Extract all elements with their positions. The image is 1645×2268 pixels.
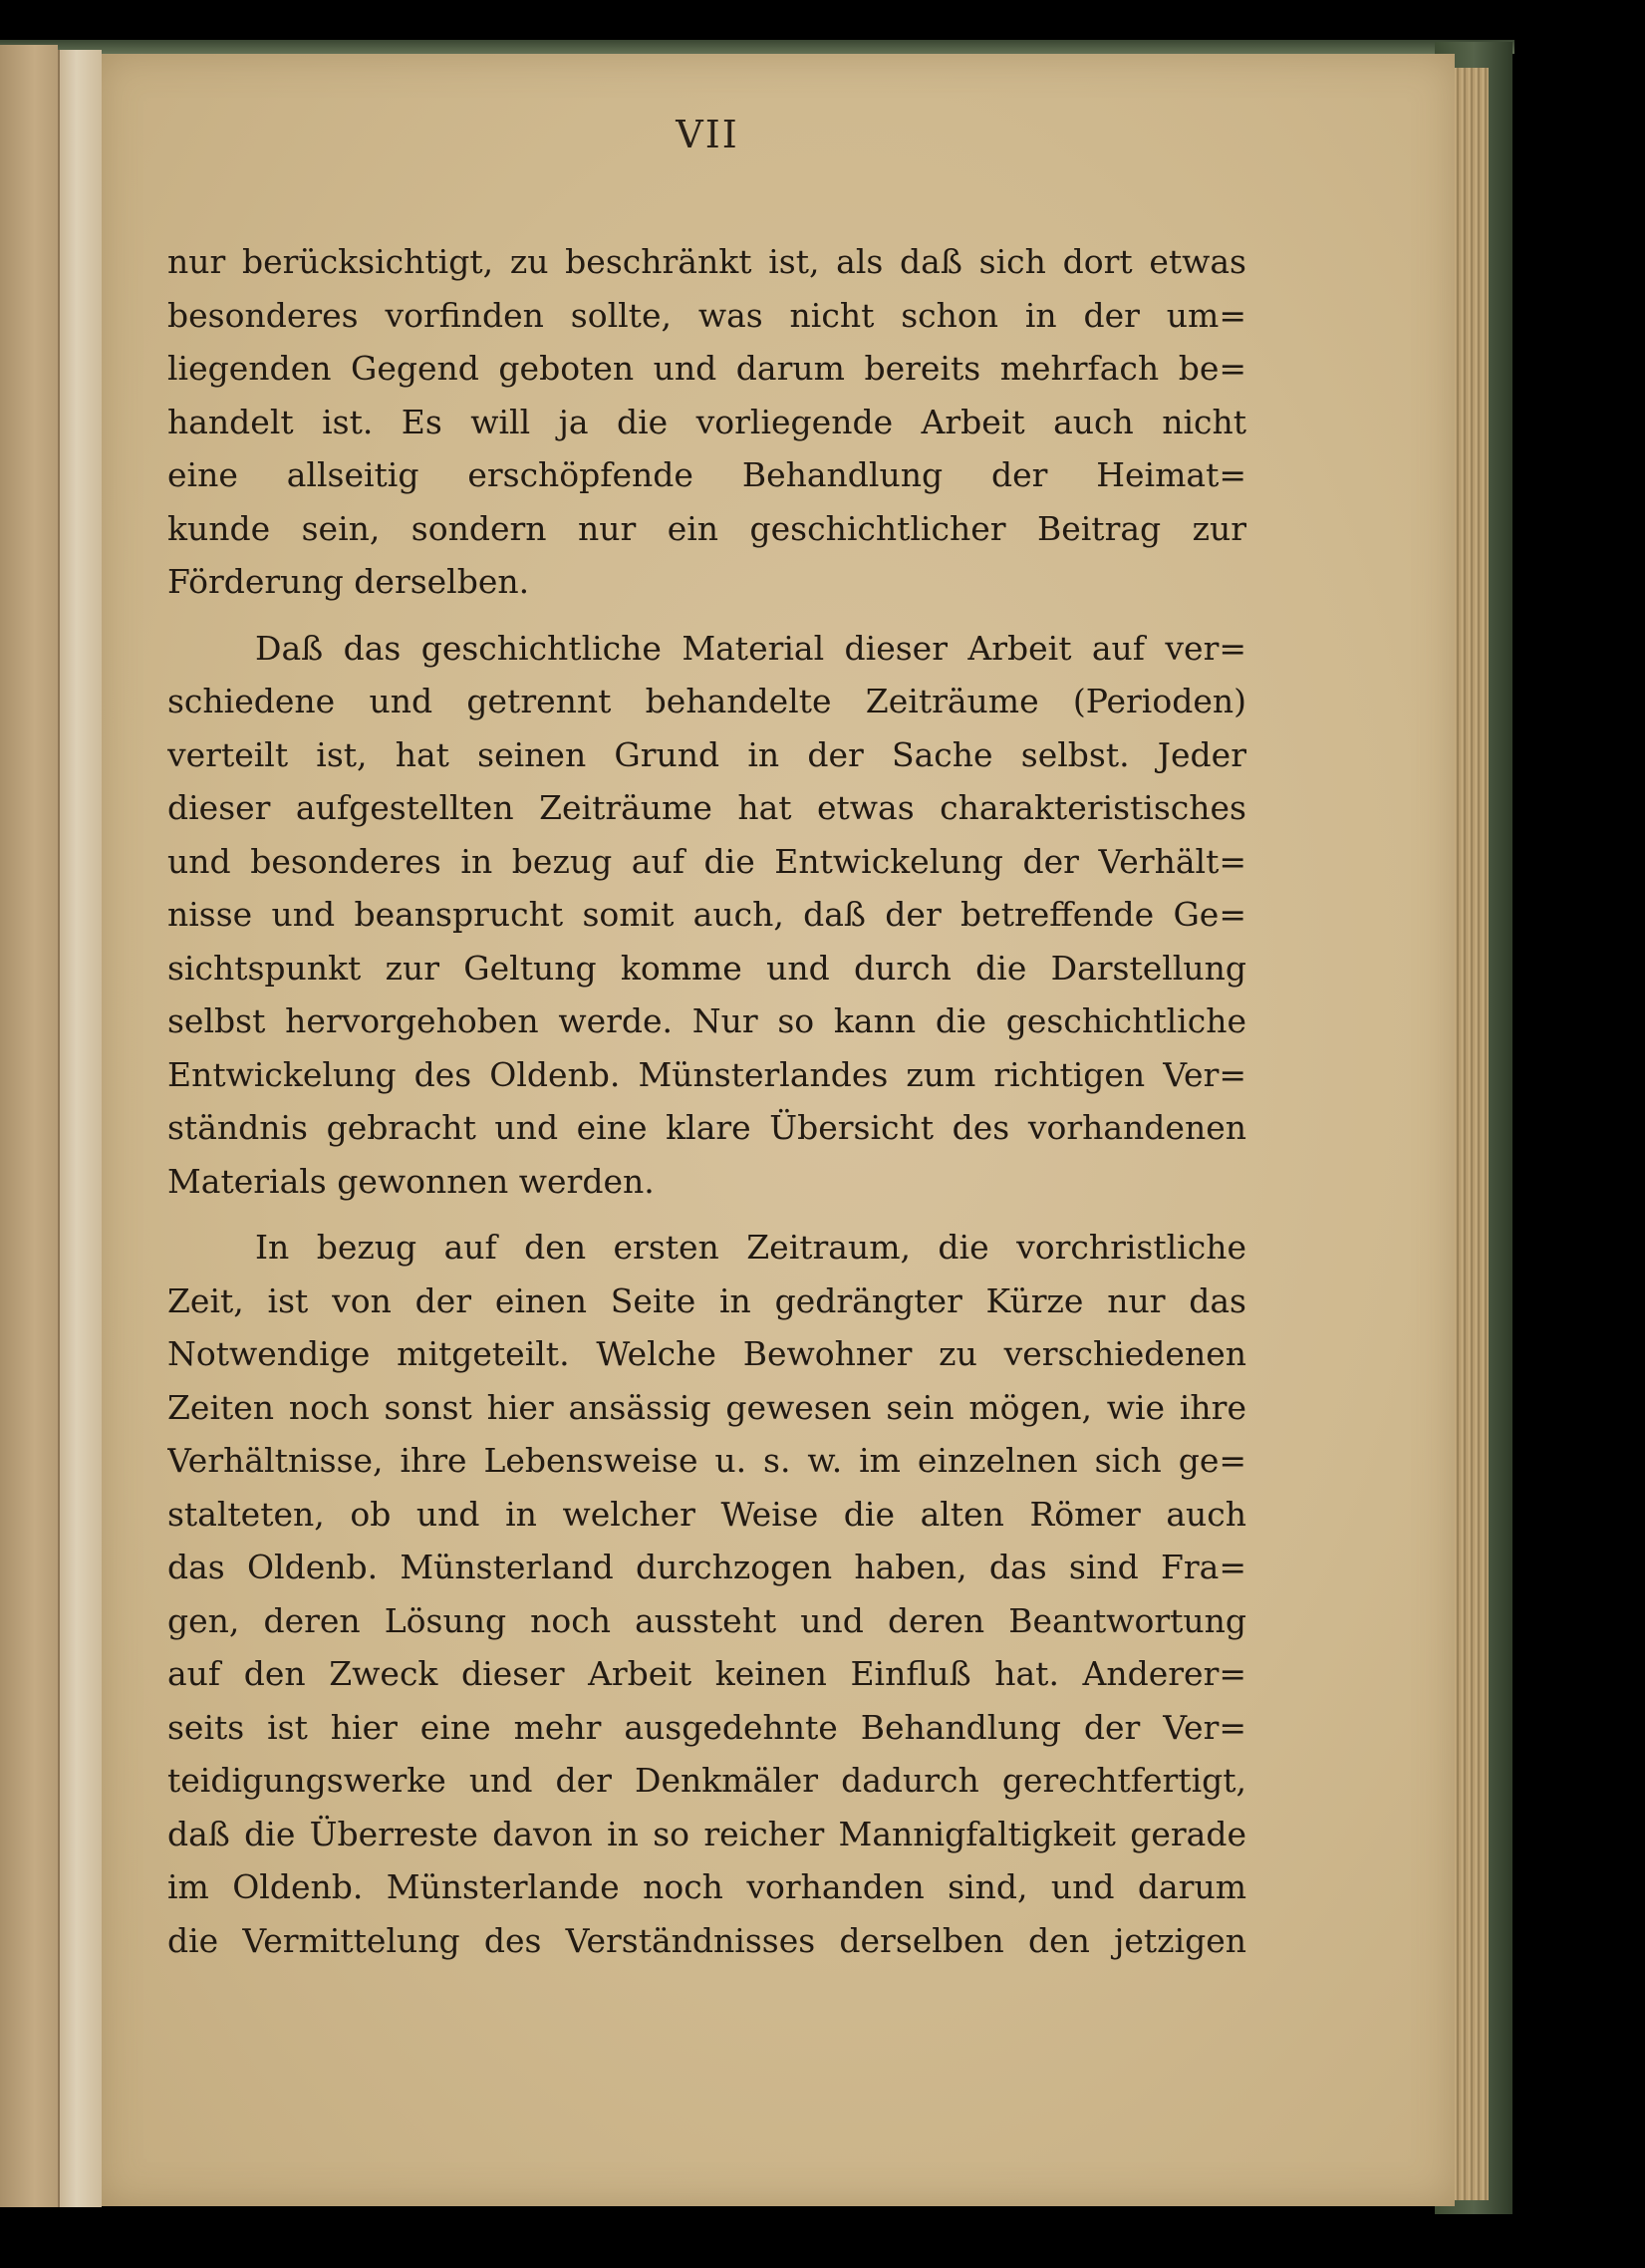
text-line: ständnis gebracht und eine klare Übersicht des vorhandenen [167,1108,1246,1147]
text-line: nisse und beansprucht somit auch, daß der betreffende Ge= [167,895,1246,934]
page-stack-edges [1453,68,1489,2200]
text-line: stalteten, ob und in welcher Weise die alten Römer auch [167,1494,1246,1534]
body-text [167,235,1246,1967]
text-line: liegenden Gegend geboten und darum bereits mehrfach be= [167,349,1246,388]
text-line: Entwickelung des Oldenb. Münsterlandes zum richtigen Ver= [167,1054,1246,1094]
text-line: Notwendige mitgeteilt. Welche Bewohner zu verschiedenen [167,1334,1246,1373]
text-line: dieser aufgestellten Zeiträume hat etwas charakteristisches [167,788,1246,827]
text-line: Zeiten noch sonst hier ansässig gewesen sein mögen, wie ihre [167,1387,1246,1427]
text-line: daß die Überreste davon in so reicher Mannigfaltigkeit gerade [167,1814,1246,1853]
text-line: die Vermittelung des Verständnisses derselben den jetzigen [167,1920,1246,1960]
text-line: Förderung derselben. [167,562,530,601]
text-line: Zeit, ist von der einen Seite in gedrängter Kürze nur das [167,1280,1246,1320]
text-line: besonderes vorfinden sollte, was nicht schon in der um= [167,295,1246,335]
text-line: schiedene und getrennt behandelte Zeiträume (Perioden) [167,682,1246,720]
text-line: In bezug auf den ersten Zeitraum, die vorchristliche [255,1228,1246,1267]
text-line: teidigungswerke und der Denkmäler dadurch gerechtfertigt, [167,1761,1246,1800]
previous-page-edge [0,45,58,2207]
text-line: verteilt ist, hat seinen Grund in der Sache selbst. Jeder [167,734,1246,774]
text-line: eine allseitig erschöpfende Behandlung der Heimat= [167,455,1246,494]
text-line: nur berücksichtigt, zu beschränkt ist, als daß sich dort etwas [167,242,1246,281]
page-number: VII [676,113,739,156]
paragraph-3 [167,1221,1246,1967]
text-line: Daß das geschichtliche Material dieser Arbeit auf ver= [255,628,1246,668]
paragraph-2 [167,622,1246,1209]
text-line: gen, deren Lösung noch aussteht und deren Beantwortung [167,1600,1246,1640]
text-line: seits ist hier eine mehr ausgedehnte Behandlung der Ver= [167,1707,1246,1747]
book-cover-top-edge [0,40,1514,54]
text-line: und besonderes in bezug auf die Entwickelung der Verhält= [167,841,1246,881]
text-line: kunde sein, sondern nur ein geschichtlicher Beitrag zur [167,508,1246,548]
paragraph-1 [167,235,1246,609]
text-line: selbst hervorgehoben werde. Nur so kann die geschichtliche [167,1001,1246,1040]
text-line: handelt ist. Es will ja die vorliegende Arbeit auch nicht [167,402,1246,441]
text-line: das Oldenb. Münsterland durchzogen haben, das sind Fra= [167,1548,1246,1586]
text-line: auf den Zweck dieser Arbeit keinen Einfluß hat. Anderer= [167,1654,1246,1693]
text-line: im Oldenb. Münsterlande noch vorhanden sind, und darum [167,1867,1246,1906]
text-line: Materials gewonnen werden. [167,1161,655,1201]
page-gutter [58,50,102,2207]
text-line: Verhältnisse, ihre Lebensweise u. s. w. im einzelnen sich ge= [167,1441,1246,1480]
text-line: sichtspunkt zur Geltung komme und durch die Darstellung [167,948,1246,988]
